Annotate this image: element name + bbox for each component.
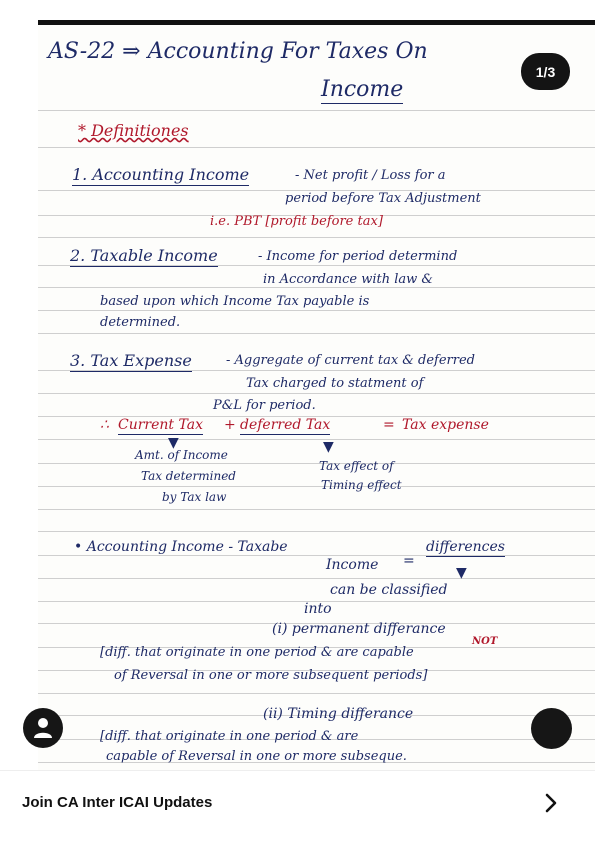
item1-line2: period before Tax Adjustment (285, 191, 481, 206)
equation-equals: = (383, 417, 395, 433)
ruled-line (38, 147, 595, 148)
join-updates-label: Join CA Inter ICAI Updates (22, 794, 213, 811)
ruled-line (38, 578, 595, 579)
chevron-right-icon[interactable] (543, 793, 559, 813)
timing-line2: capable of Reversal in one or more subseque. (106, 749, 407, 764)
item1-line1: - Net profit / Loss for a (295, 168, 446, 183)
ruled-line (38, 439, 595, 440)
ruled-line (38, 110, 595, 111)
ruled-line (38, 486, 595, 487)
classified-line2: into (304, 601, 332, 617)
current-tax-note2: Tax determined (141, 469, 236, 483)
bullet-line1-right: differences (426, 539, 505, 555)
item2-line2: in Accordance with law & (263, 272, 433, 287)
item3-line2: Tax charged to statment of (246, 376, 424, 391)
ruled-line (38, 287, 595, 288)
item1-heading: 1. Accounting Income (72, 165, 250, 184)
ruled-line (38, 531, 595, 532)
equation-current-tax: Current Tax (118, 417, 203, 433)
item2-line1: - Income for period determind (258, 249, 458, 264)
definitions-heading: * Definitiones (78, 121, 189, 140)
ruled-line (38, 310, 595, 311)
note-title-line2: Income (321, 77, 404, 102)
current-tax-note1: Amt. of Income (135, 448, 228, 462)
user-icon (33, 717, 53, 739)
bullet-line1-left: • Accounting Income - Taxabe (74, 539, 288, 555)
permanent-line2: of Reversal in one or more subsequent periods] (114, 668, 428, 683)
ruled-line (38, 693, 595, 694)
permanent-line1: [diff. that originate in one period & are capable (100, 645, 414, 660)
item3-line1: - Aggregate of current tax & deferred (226, 353, 475, 368)
ruled-line (38, 393, 595, 394)
ruled-line (38, 509, 595, 510)
item3-heading: 3. Tax Expense (70, 351, 192, 370)
arrow-down-icon: ▼ (456, 565, 467, 581)
classified-line1: can be classified (330, 582, 448, 598)
bullet-income: Income (326, 557, 379, 573)
item2-line3: based upon which Income Tax payable is (100, 294, 370, 309)
not-word: NOT (472, 636, 498, 647)
equation-result: Tax expense (402, 417, 489, 433)
note-title-line1: AS-22 ⇒ Accounting For Taxes On (48, 39, 428, 64)
floating-action-button[interactable] (531, 708, 572, 749)
item2-heading: 2. Taxable Income (70, 246, 218, 265)
deferred-tax-note2: Timing effect (321, 478, 402, 492)
notes-page (38, 25, 595, 770)
item1-line3: i.e. PBT [profit before tax] (210, 214, 383, 229)
arrow-down-icon: ▼ (323, 439, 334, 455)
ruled-line (38, 555, 595, 556)
equation-plus: + (224, 417, 236, 433)
profile-avatar-button[interactable] (23, 708, 63, 748)
equation-deferred-tax: deferred Tax (240, 417, 331, 433)
permanent-heading: (i) permanent differance (272, 621, 446, 637)
ruled-line (38, 333, 595, 334)
item3-line3: P&L for period. (213, 398, 316, 413)
join-updates-bar[interactable] (0, 770, 595, 842)
viewer-top-bar (0, 0, 595, 24)
page-counter-badge: 1/3 (521, 53, 570, 90)
bullet-equals: = (403, 553, 415, 569)
ruled-line (38, 463, 595, 464)
timing-heading: (ii) Timing differance (263, 706, 414, 722)
timing-line1: [diff. that originate in one period & are (100, 729, 359, 744)
item2-line4: determined. (100, 315, 181, 330)
deferred-tax-note1: Tax effect of (319, 459, 394, 473)
arrow-down-icon: ▼ (168, 435, 179, 451)
ruled-line (38, 237, 595, 238)
current-tax-note3: by Tax law (162, 490, 227, 504)
equation-prefix: ∴ (100, 417, 109, 433)
